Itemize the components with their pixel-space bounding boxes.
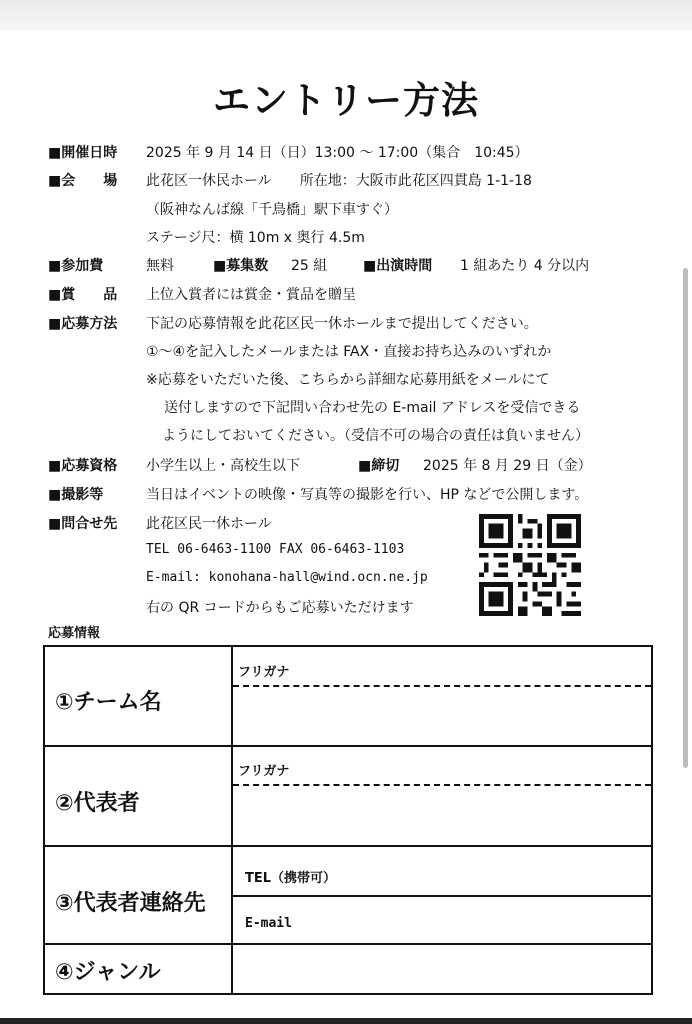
qr-code-icon[interactable] <box>479 514 581 616</box>
info-time-value: 1 組あたり 4 分以内 <box>460 258 590 274</box>
tel-label: TEL（携帯可） <box>245 871 337 886</box>
representative-contact-label: ③代表者連絡先 <box>55 891 206 916</box>
info-photo-value: 当日はイベントの映像・写真等の撮影を行い、HP などで公開します。 <box>146 487 589 503</box>
info-method-line2: ①～④を記入したメールまたは FAX・直接お持ち込みのいずれか <box>146 344 552 360</box>
info-date-value: 2025 年 9 月 14 日（日）13:00 ～ 17:00（集合 10:45） <box>146 145 529 161</box>
info-prize-value: 上位入賞者には賞金・賞品を贈呈 <box>146 287 356 303</box>
info-contact-tel: TEL 06-6463-1100 FAX 06-6463-1103 <box>146 542 405 557</box>
info-contact-qr-note: 右の QR コードからもご応募いただけます <box>146 600 414 616</box>
info-deadline-value: 2025 年 8 月 29 日（金） <box>423 458 592 474</box>
info-slots-label: ■募集数 <box>213 258 269 274</box>
genre-field[interactable] <box>233 945 651 993</box>
form-row-divider <box>45 745 651 747</box>
tel-field[interactable] <box>233 847 651 894</box>
info-venue-stage: ステージ尺：横 10m x 奥行 4.5m <box>146 230 365 246</box>
info-eligibility-value: 小学生以上・高校生以下 <box>146 458 300 474</box>
info-date-label: ■開催日時 <box>48 145 118 161</box>
info-method-line3: ※応募をいただいた後、こちらから詳細な応募用紙をメールにて <box>146 372 550 388</box>
info-contact-name: 此花区民一休ホール <box>146 516 272 532</box>
info-fee-value: 無料 <box>146 258 174 274</box>
page-title: エントリー方法 <box>213 79 479 122</box>
info-prize-label: ■賞 品 <box>48 287 118 303</box>
team-name-field[interactable] <box>233 687 651 745</box>
email-label: E-mail <box>245 916 292 931</box>
team-name-label: ①チーム名 <box>55 690 162 715</box>
info-eligibility-label: ■応募資格 <box>48 458 118 474</box>
representative-furigana-label: フリガナ <box>238 764 290 779</box>
info-contact-label: ■問合せ先 <box>48 516 118 532</box>
info-venue-value: 此花区一休民ホール 所在地：大阪市此花区四貫島 1-1-18 <box>146 173 532 189</box>
form-heading: 応募情報 <box>48 626 101 641</box>
team-furigana-label: フリガナ <box>238 665 290 680</box>
info-method-line5: ようにしておいてください。（受信不可の場合の責任は負いません） <box>162 428 589 444</box>
info-slots-value: 25 組 <box>291 258 328 274</box>
scrollbar[interactable] <box>683 268 688 768</box>
info-deadline-label: ■締切 <box>358 458 400 474</box>
info-venue-label: ■会 場 <box>48 173 118 189</box>
info-venue-access: （阪神なんば線「千鳥橋」駅下車すぐ） <box>146 202 398 218</box>
representative-label: ②代表者 <box>55 791 140 816</box>
info-method-line4: 送付しますので下記問い合わせ先の E-mail アドレスを受信できる <box>164 400 581 416</box>
info-method-line1: 下記の応募情報を此花区民一休ホールまで提出してください。 <box>146 316 538 332</box>
representative-field[interactable] <box>233 786 651 844</box>
info-photo-label: ■撮影等 <box>48 487 104 503</box>
info-contact-email[interactable]: E-mail: konohana-hall@wind.ocn.ne.jp <box>146 570 428 585</box>
email-field[interactable] <box>233 897 651 942</box>
browser-top-bar <box>0 0 692 30</box>
info-time-label: ■出演時間 <box>363 258 433 274</box>
info-fee-label: ■参加費 <box>48 258 104 274</box>
genre-label: ④ジャンル <box>55 960 161 985</box>
application-form <box>43 645 653 995</box>
bottom-bar <box>0 1018 692 1024</box>
info-method-label: ■応募方法 <box>48 316 118 332</box>
